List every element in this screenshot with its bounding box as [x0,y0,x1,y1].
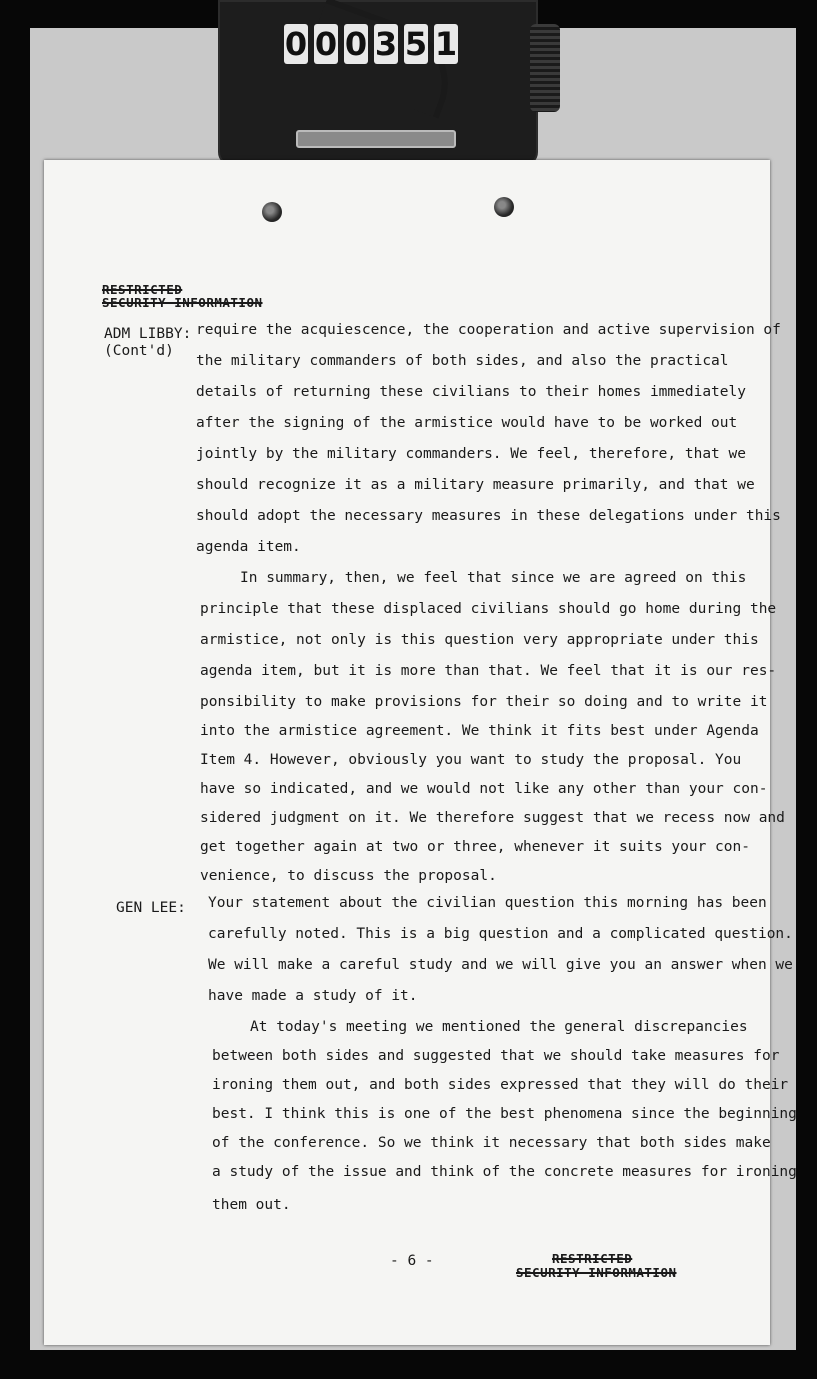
transcript-line: Your statement about the civilian question this morning has been [208,895,767,911]
counter-digit: 0 [344,25,368,63]
classification-restricted: RESTRICTED [102,282,183,297]
transcript-line: details of returning these civilians to their homes immediately [196,384,746,400]
footer-classification-security-information: SECURITY INFORMATION [516,1265,677,1280]
transcript-line: principle that these displaced civilians should go home during the [200,601,777,617]
speaker-gen-lee: GEN LEE: [116,900,186,916]
counter-digit: 5 [404,25,428,63]
transcript-line: have so indicated, and we would not like any other than your con- [200,781,768,797]
counter-digit: 0 [284,25,308,63]
transcript-line: We will make a careful study and we will give you an answer when we [208,957,793,973]
transcript-line: venience, to discuss the proposal. [200,868,497,884]
classification-security-information: SECURITY INFORMATION [102,295,263,310]
transcript-line: have made a study of it. [208,988,418,1004]
transcript-line: a study of the issue and think of the concrete measures for ironing [212,1164,797,1180]
counter-digit: 0 [314,25,338,63]
transcript-line: should adopt the necessary measures in these delegations under this [196,508,781,524]
counter-digit: 3 [374,25,398,63]
transcript-line: into the armistice agreement. We think it fits best under Agenda [200,723,759,739]
punch-hole [262,202,282,222]
transcript-line: get together again at two or three, whenever it suits your con- [200,839,750,855]
speaker-continued: (Cont'd) [104,343,174,359]
transcript-line: In summary, then, we feel that since we are agreed on this [240,570,747,586]
transcript-line: agenda item. [196,539,301,555]
document-page [44,160,797,1345]
transcript-line: jointly by the military commanders. We feel, therefore, that we [196,446,746,462]
transcript-line: carefully noted. This is a big question and a complicated question. [208,926,793,942]
transcript-line: At today's meeting we mentioned the general discrepancies [250,1019,748,1035]
transcript-line: should recognize it as a military measure primarily, and that we [196,477,755,493]
page-number: - 6 - [390,1253,434,1269]
transcript-line: best. I think this is one of the best phenomena since the beginning [212,1106,797,1122]
punch-hole [494,197,514,217]
transcript-line: sidered judgment on it. We therefore suggest that we recess now and [200,810,785,826]
speaker-adm-libby: ADM LIBBY: [104,326,192,342]
counter-knob [530,24,560,112]
transcript-line: after the signing of the armistice would have to be worked out [196,415,738,431]
transcript-line: of the conference. So we think it necessary that both sides make [212,1135,771,1151]
transcript-line: armistice, not only is this question very appropriate under this [200,632,759,648]
counter-label-plate [296,130,456,148]
transcript-line: the military commanders of both sides, and also the practical [196,353,729,369]
frame-counter-digits [284,24,458,68]
transcript-line: between both sides and suggested that we should take measures for [212,1048,780,1064]
footer-classification-restricted: RESTRICTED [552,1251,633,1266]
transcript-line: ponsibility to make provisions for their so doing and to write it [200,694,768,710]
frame-counter-device [218,0,538,166]
counter-digit: 1 [434,25,458,63]
transcript-line: ironing them out, and both sides expressed that they will do their [212,1077,789,1093]
transcript-line: Item 4. However, obviously you want to study the proposal. You [200,752,742,768]
transcript-line: them out. [212,1197,291,1213]
transcript-line: require the acquiescence, the cooperation and active supervision of [196,322,781,338]
transcript-line: agenda item, but it is more than that. We feel that it is our res- [200,663,777,679]
